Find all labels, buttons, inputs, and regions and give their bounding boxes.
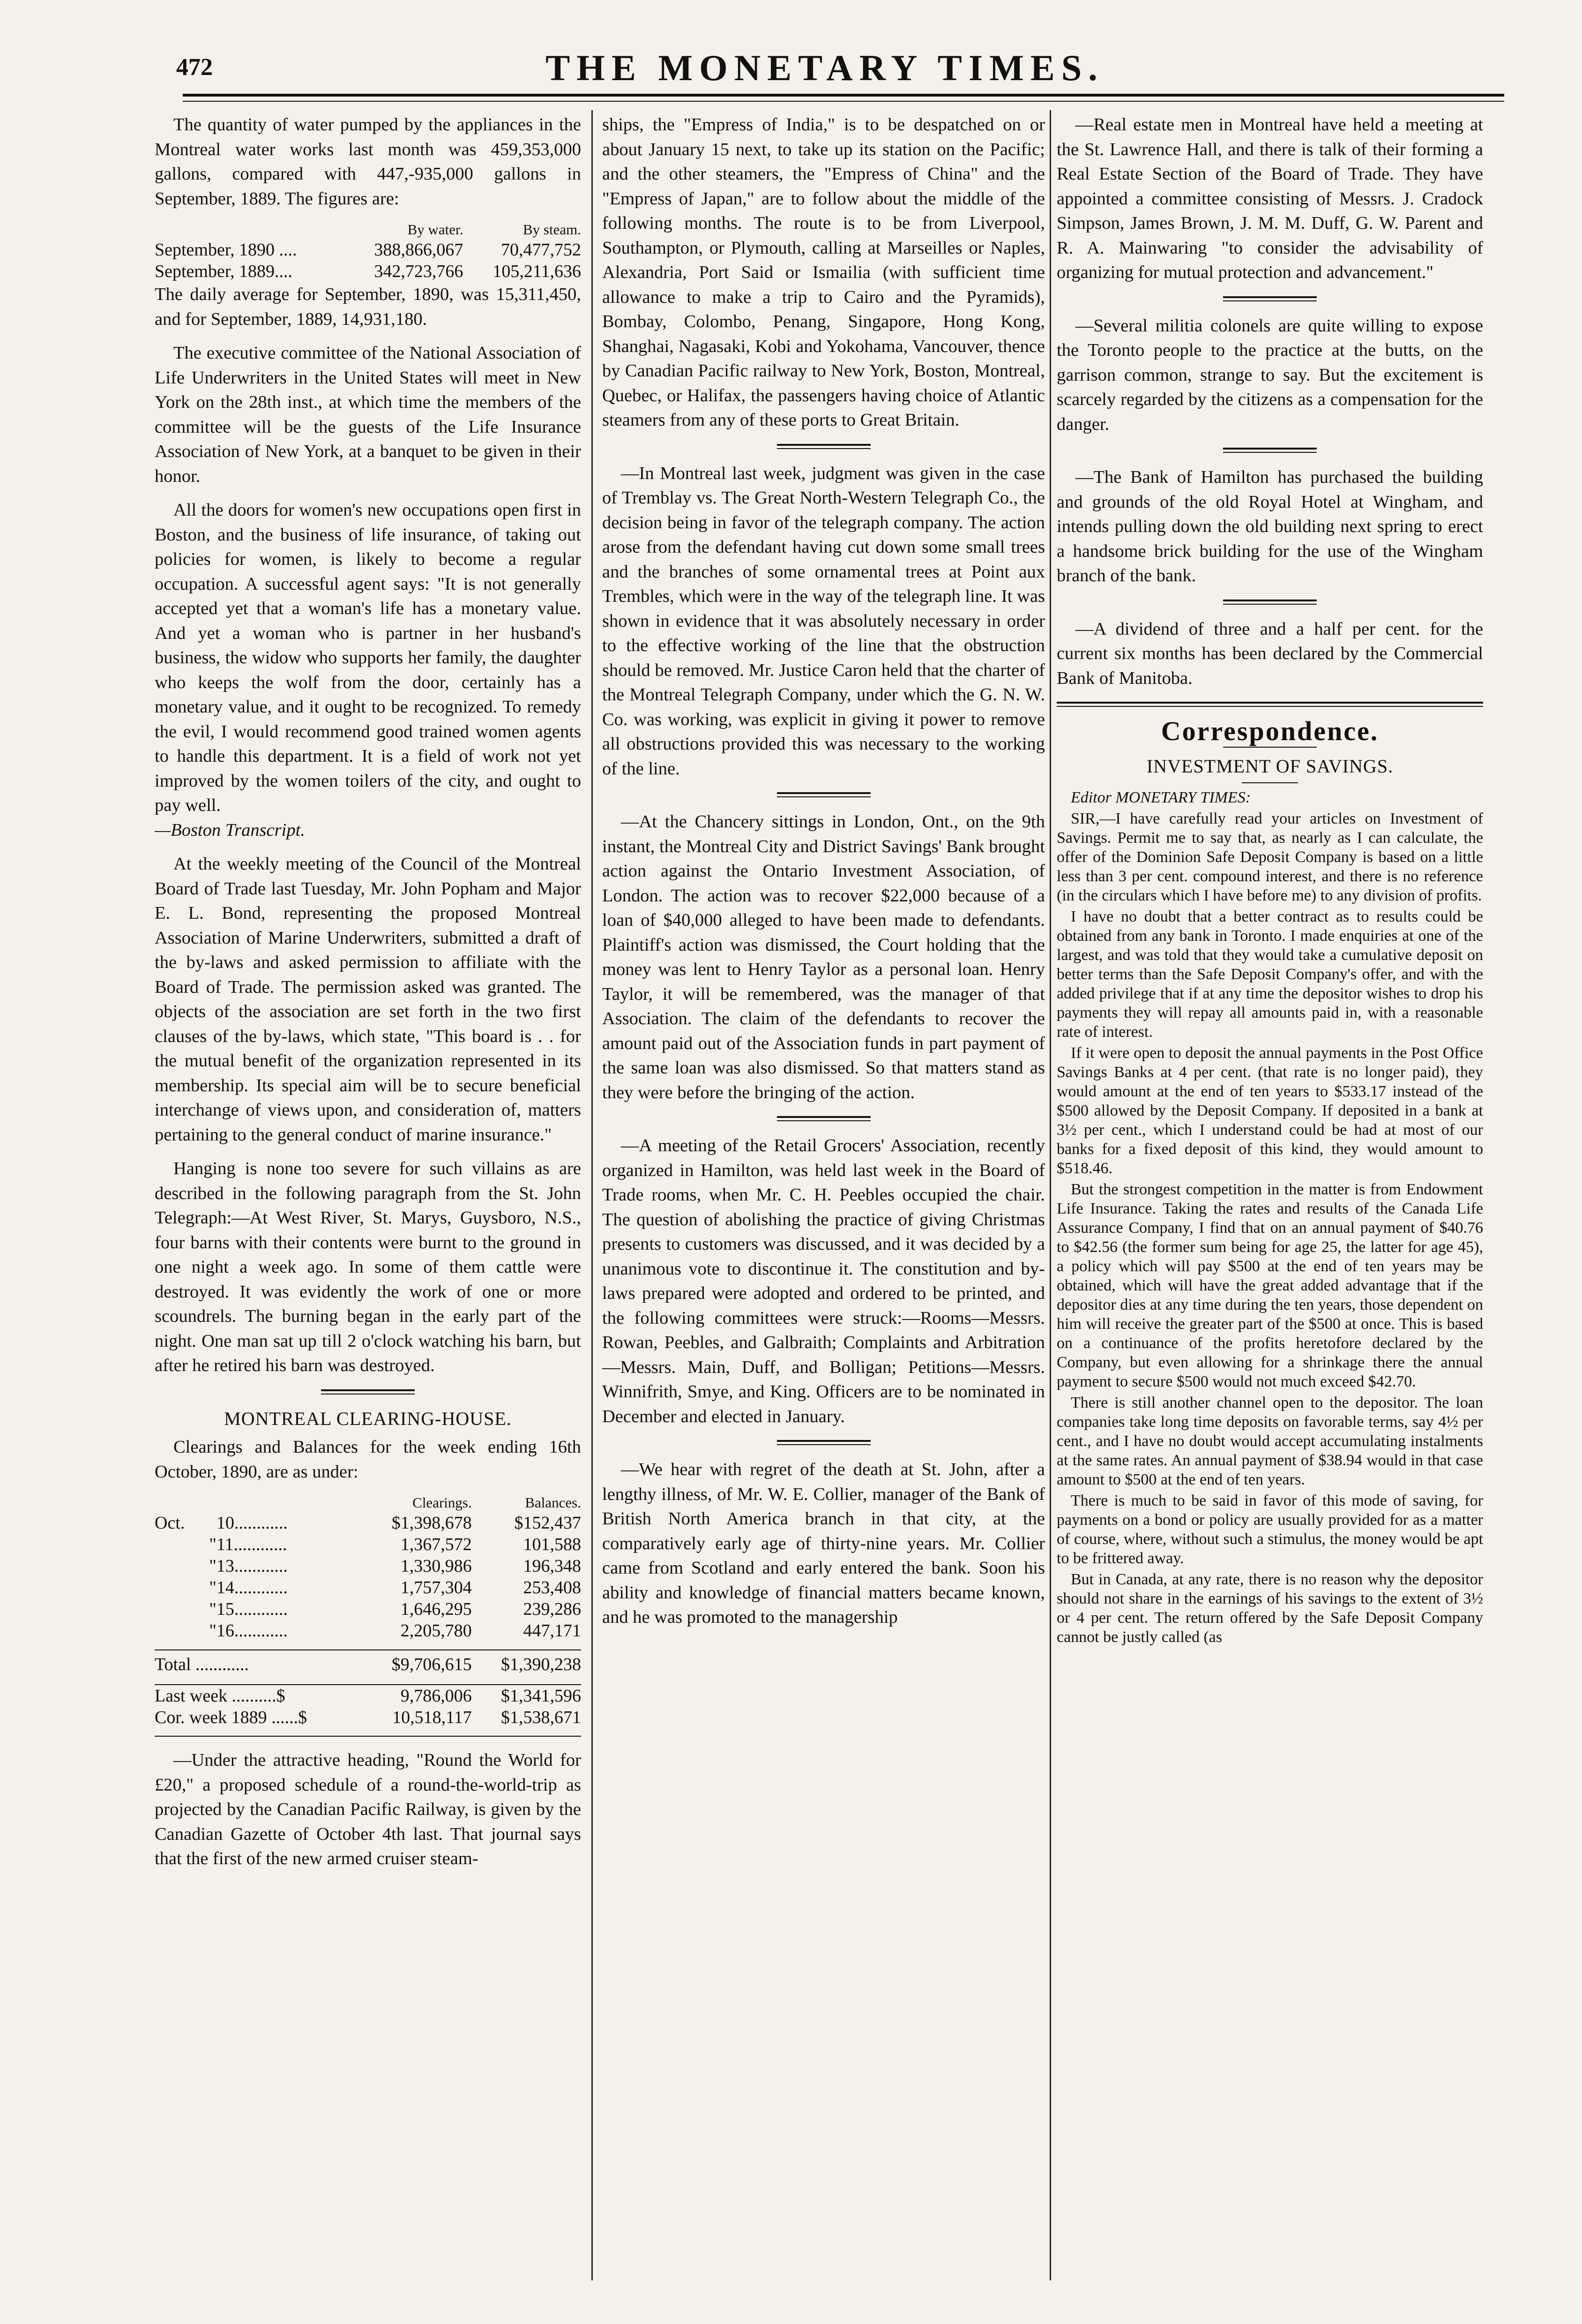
table-cell: 342,723,766 bbox=[374, 262, 463, 281]
correspondence-heading: Correspondence. bbox=[1161, 716, 1379, 746]
letter-paragraph: I have no doubt that a better contract as to results could be obtained from any bank in Toronto. I made enquiries at one of the largest, and was told that they would take a cumulative deposit on better terms than the Safe Deposit Company's offer, and with the added privilege that if at any time the depositor wishes to drop his payments they will repay all amounts paid in, with a reasonable rate of interest. bbox=[1057, 908, 1483, 1041]
table-cell: Oct. bbox=[155, 1513, 185, 1533]
section-separator bbox=[1057, 702, 1483, 707]
table-cell: 447,171 bbox=[523, 1621, 581, 1641]
masthead-title: THE MONETARY TIMES. bbox=[545, 47, 1104, 88]
letter-paragraph: If it were open to deposit the annual payments in the Post Office Savings Banks at 4 per cent. (that rate is no longer paid), they would amount at the end of ten years to $533.17 instead of the $500 allowed by the Deposit Company. If deposited in a bank at 3½ per cent., which I understand could be had at most of our banks for a fixed deposit of this kind, they would amount to $518.46. bbox=[1057, 1044, 1483, 1177]
table-total-row bbox=[155, 1650, 581, 1678]
section-separator bbox=[321, 1389, 415, 1394]
paragraph-board-of-trade: At the weekly meeting of the Council of the Montreal Board of Trade last Tuesday, Mr. John Popham and Major E. L. Bond, representing the proposed Montreal Association of Marine Underwriters, submitted a draft of the by-laws and asked permission to affiliate with the Board of Trade. The permission asked was granted. The objects of the association are set forth in the two first clauses of the by-laws, which state, "This board is . . for the mutual benefit of the organization represented in its membership. Its special aim will be to secure beneficial interchange of views upon, and consideration of, matters pertaining to the general conduct of marine insurance." bbox=[155, 854, 581, 1145]
table-cell: 14............ bbox=[216, 1578, 288, 1597]
table-cell: 196,348 bbox=[523, 1556, 581, 1576]
letter-body bbox=[1057, 788, 1483, 1647]
table-cell: 70,477,752 bbox=[501, 240, 581, 260]
table-cell: 2,205,780 bbox=[400, 1621, 472, 1641]
paragraph-empress-steamers: ships, the "Empress of India," is to be despatched on or about January 15 next, to take up its station on the Pacific; and the other steamers, the "Empress of China" and the "Empress of Japan," are to follow about the middle of the following months. The route is to be from Liverpool, Southampton, or Plymouth, calling at Marseilles or Naples, Alexandria, Port Said or Ismailia (with sufficient time allowance to make a trip to Cairo and the Pyramids), Bombay, Colombo, Penang, Singapore, Hong Kong, Shanghai, Nagasaki, Kobi and Yokohama, Vancouver, thence by Canadian Pacific railway to New York, Boston, Montreal, Quebec, or Halifax, the passengers having choice of Atlantic steamers from any of these ports to Great Britain. bbox=[602, 115, 1045, 430]
section-separator bbox=[777, 1440, 871, 1445]
table-header: Balances. bbox=[525, 1494, 581, 1511]
table-row bbox=[155, 1555, 581, 1577]
section-separator bbox=[777, 444, 871, 449]
table-header bbox=[216, 1493, 363, 1512]
table-header: By water. bbox=[407, 221, 463, 238]
table-row bbox=[155, 1707, 581, 1728]
table-row bbox=[155, 239, 581, 261]
header-rule bbox=[183, 94, 1504, 97]
table-cell: 10............ bbox=[216, 1513, 288, 1533]
page-number: 472 bbox=[176, 54, 213, 81]
source-credit: —Boston Transcript. bbox=[155, 820, 305, 840]
table-cell: 1,757,304 bbox=[400, 1578, 472, 1597]
header-rule-thin bbox=[183, 101, 1504, 102]
paragraph-militia: —Several militia colonels are quite willing to expose the Toronto people to the practice at the butts, on the garrison common, strange to say. But the excitement is scarcely regarded by the citizens as a compensation for the danger. bbox=[1057, 315, 1483, 434]
paragraph-dividend: —A dividend of three and a half per cent. for the current six months has been declared by the Commercial Bank of Manitoba. bbox=[1057, 619, 1483, 688]
table-row bbox=[155, 1685, 581, 1707]
table-cell: 9,786,006 bbox=[400, 1686, 472, 1706]
table-cell: 10,518,117 bbox=[392, 1708, 472, 1727]
clearing-house-intro: Clearings and Balances for the week ending 16th October, 1890, are as under: bbox=[155, 1437, 581, 1482]
table-cell: " bbox=[209, 1556, 216, 1576]
letter-paragraph: There is much to be said in favor of this mode of saving, for payments on a bond or policy are usually provided for as a matter of course, where, without such a stimulus, the money would be apt to be frittered away. bbox=[1057, 1492, 1483, 1567]
table-row bbox=[155, 1577, 581, 1598]
letter-paragraph: SIR,—I have carefully read your articles on Investment of Savings. Permit me to say that, as nearly as I can calculate, the offer of the Dominion Safe Deposit Company is based on a little less than 3 per cent. compound interest, and there is no reference (in the circulars which I have before me) to any division of profits. bbox=[1057, 810, 1483, 904]
table-cell: $1,341,596 bbox=[501, 1686, 581, 1706]
right-column bbox=[1057, 112, 1483, 1649]
table-cell: " bbox=[209, 1578, 216, 1597]
table-cell: 253,408 bbox=[523, 1578, 581, 1597]
table-cell: September, 1889.... bbox=[155, 262, 292, 281]
paragraph-women-occupations bbox=[155, 498, 581, 842]
section-separator bbox=[1223, 448, 1317, 453]
table-row bbox=[155, 1598, 581, 1620]
paragraph-water-works: The quantity of water pumped by the appliances in the Montreal water works last month was 459,353,000 gallons, compared with 447,-935,000 gallons in September, 1889. The figures are: bbox=[155, 115, 581, 209]
table-cell: $1,398,678 bbox=[391, 1513, 472, 1533]
table-cell: 101,588 bbox=[523, 1535, 581, 1554]
table-row bbox=[155, 1534, 581, 1555]
table-cell: 388,866,067 bbox=[374, 240, 463, 260]
section-separator bbox=[155, 1736, 581, 1737]
clearing-house-title: MONTREAL CLEARING-HOUSE. bbox=[224, 1408, 512, 1429]
clearing-house-table bbox=[155, 1493, 581, 1728]
table-cell: Total ............ bbox=[155, 1654, 249, 1674]
table-cell: 13............ bbox=[216, 1556, 288, 1576]
table-cell: Last week ..........$ bbox=[155, 1686, 285, 1706]
table-header bbox=[155, 1493, 216, 1512]
paragraph-bank-hamilton: —The Bank of Hamilton has purchased the building and grounds of the old Royal Hotel at Wingham, and intends pulling down the old building next spring to erect a handsome brick building for the use of the Wingham branch of the bank. bbox=[1057, 467, 1483, 585]
paragraph-telegraph-case: —In Montreal last week, judgment was given in the case of Tremblay vs. The Great North-Western Telegraph Co., the decision being in favor of the telegraph company. The action arose from the defendant having cut down some small trees and the branches of some ornamental trees at Point aux Trembles, which were in the way of the telegraph line. It was shown in evidence that it was absolutely necessary in order to the effective working of the line that the obstruction should be removed. Mr. Justice Caron held that the charter of the Montreal Telegraph Company, under which the G. N. W. Co. was working, was explicit in giving it power to remove all obstructions provided this was necessary to the working of the line. bbox=[602, 463, 1045, 779]
table-cell: " bbox=[209, 1599, 216, 1619]
paragraph-life-underwriters: The executive committee of the National Association of Life Underwriters in the United States will meet in New York on the 28th inst., at which time the members of the committee will be the guests of the Life Insurance Association of New York, at a banquet to be given in their honor. bbox=[155, 343, 581, 486]
table-cell: September, 1890 .... bbox=[155, 240, 297, 260]
paragraph-barn-burning: Hanging is none too severe for such villains as are described in the following paragraph from the St. John Telegraph:—At West River, St. Marys, Guysboro, N.S., four barns with their contents were burnt to the ground in one night a week ago. In some of them cattle were destroyed. It was evidently the work of one or more scoundrels. The burning began in the early part of the night. One man sat up till 2 o'clock watching his barn, but after he retired his barn was destroyed. bbox=[155, 1159, 581, 1375]
water-pumped-table bbox=[155, 220, 581, 282]
letter-paragraph: But in Canada, at any rate, there is no reason why the depositor should not share in the earnings of his savings to the extent of 3½ or 4 per cent. The return offered by the Safe Deposit Company cannot be justly called (as bbox=[1057, 1571, 1483, 1646]
table-header: Clearings. bbox=[412, 1494, 472, 1511]
page-header bbox=[155, 47, 1495, 94]
table-cell: 1,367,572 bbox=[400, 1535, 472, 1554]
table-cell: Cor. week 1889 ......$ bbox=[155, 1708, 307, 1727]
table-cell: $152,437 bbox=[514, 1513, 581, 1533]
paragraph-chancery-sittings: —At the Chancery sittings in London, Ont., on the 9th instant, the Montreal City and District Savings' Bank brought action against the Ontario Investment Association, of London. The action was to recover $22,000 because of a loan of $40,000 alleged to have been made to defendants. Plaintiff's action was dismissed, the Court holding that the money was lent to Henry Taylor as a personal loan. Henry Taylor, it will be remembered, was the manager of that Association. The claim of the defendants to recover the amount paid out of the Association funds in part payment of the same loan was also dismissed. So that matters stand as they were before the bringing of the action. bbox=[602, 812, 1045, 1102]
table-cell: 1,646,295 bbox=[400, 1599, 472, 1619]
table-cell: $9,706,615 bbox=[391, 1654, 472, 1674]
table-cell: 11............ bbox=[216, 1535, 287, 1554]
letter-paragraph: There is still another channel open to the depositor. The loan companies take long time deposits on favorable terms, say 4½ per cent., and I have no doubt would accept accumulating instalments at the same rates. An annual payment of $38.94 would in that case amount to $500 at the end of ten years. bbox=[1057, 1394, 1483, 1488]
section-separator bbox=[777, 1116, 871, 1121]
paragraph-round-the-world: —Under the attractive heading, "Round the World for £20," a proposed schedule of a round-the-world-trip as projected by the Canadian Pacific Railway, is given by the Canadian Gazette of October 4th last. That journal says that the first of the new armed cruiser steam- bbox=[155, 1750, 581, 1868]
section-separator bbox=[777, 792, 871, 797]
paragraph-text: All the doors for women's new occupations open first in Boston, and the business of life insurance, of taking out policies for women, is likely to become a regular occupation. A successful agent says: "It is not generally accepted yet that a woman's life has a monetary value. And yet a woman who is partner in her husband's business, the widow who supports her family, the daughter who keeps the wolf from the door, certainly has a monetary value, and it ought to be recognized. To remedy the evil, I would recommend good trained women agents to handle this department. It is a field of work not yet improved by the women toilers of the city, and ought to pay well. bbox=[155, 500, 581, 815]
section-separator bbox=[1223, 600, 1317, 605]
paragraph-collier-death: —We hear with regret of the death at St. John, after a lengthy illness, of Mr. W. E. Collier, manager of the Bank of British North America branch in that city, at the comparatively early age of thirty-nine years. Mr. Collier came from Scotland and early entered the bank. Soon his ability and knowledge of financial matters became known, and he was promoted to the managership bbox=[602, 1460, 1045, 1627]
section-separator bbox=[1242, 782, 1298, 783]
table-cell: " bbox=[209, 1621, 216, 1641]
letter-paragraph: But the strongest competition in the matter is from Endowment Life Insurance. Taking the rates and results of the Canada Life Assurance Company, I find that on an annual payment of $40.76 to $42.56 (the former sum being for age 25, the latter for age 45), a policy which will pay $500 at the end of ten years may be obtained, which will have the great added advantage that if the depositor dies at any time during the ten years, those dependent on him will receive the greater part of the $500 at once. This is based on a continuance of the profits heretofore declared by the Company, but even allowing for a shrinkage there the annual payment to secure $500 would not much exceed $42.70. bbox=[1057, 1181, 1483, 1390]
section-separator bbox=[1223, 296, 1317, 301]
table-row bbox=[155, 1620, 581, 1642]
table-cell: " bbox=[209, 1535, 216, 1554]
table-row bbox=[155, 1512, 581, 1534]
table-header bbox=[155, 220, 344, 239]
table-cell: 16............ bbox=[216, 1621, 288, 1641]
letter-title: INVESTMENT OF SAVINGS. bbox=[1146, 755, 1394, 777]
table-cell: 15............ bbox=[216, 1599, 288, 1619]
table-row bbox=[155, 261, 581, 282]
table-cell: $1,390,238 bbox=[501, 1654, 581, 1674]
table-cell: 105,211,636 bbox=[493, 262, 581, 281]
table-header: By steam. bbox=[523, 221, 581, 238]
paragraph-retail-grocers: —A meeting of the Retail Grocers' Association, recently organized in Hamilton, was held last week in the Board of Trade rooms, when Mr. C. H. Peebles occupied the chair. The question of abolishing the practice of giving Christmas presents to customers was discussed, and it was decided by a unanimous vote to discontinue it. The constitution and by-laws prepared were adopted and ordered to be printed, and the following committees were struck:—Rooms—Messrs. Rowan, Peebles, and Galbraith; Complaints and Arbitration—Messrs. Main, Duff, and Bolligan; Petitions—Messrs. Winnifrith, Smye, and King. Officers are to be nominated in December and elected in January. bbox=[602, 1136, 1045, 1426]
table-cell: 1,330,986 bbox=[400, 1556, 472, 1576]
table-cell: $1,538,671 bbox=[501, 1708, 581, 1727]
paragraph-real-estate: —Real estate men in Montreal have held a meeting at the St. Lawrence Hall, and there is talk of their forming a Real Estate Section of the Board of Trade. They have appointed a committee consisting of Messrs. J. Cradock Simpson, James Brown, J. M. M. Duff, G. W. Parent and R. A. Mainwaring "to consider the advisability of organizing for mutual protection and advancement." bbox=[1057, 115, 1483, 282]
table-cell: 239,286 bbox=[523, 1599, 581, 1619]
middle-column bbox=[602, 112, 1045, 1639]
left-column bbox=[155, 112, 581, 1881]
paragraph-daily-average: The daily average for September, 1890, was 15,311,450, and for September, 1889, 14,931,180. bbox=[155, 285, 581, 329]
section-separator bbox=[1223, 747, 1317, 748]
column-divider bbox=[1050, 110, 1051, 2280]
letter-salutation: Editor MONETARY TIMES: bbox=[1071, 789, 1251, 806]
column-divider bbox=[591, 110, 593, 2280]
